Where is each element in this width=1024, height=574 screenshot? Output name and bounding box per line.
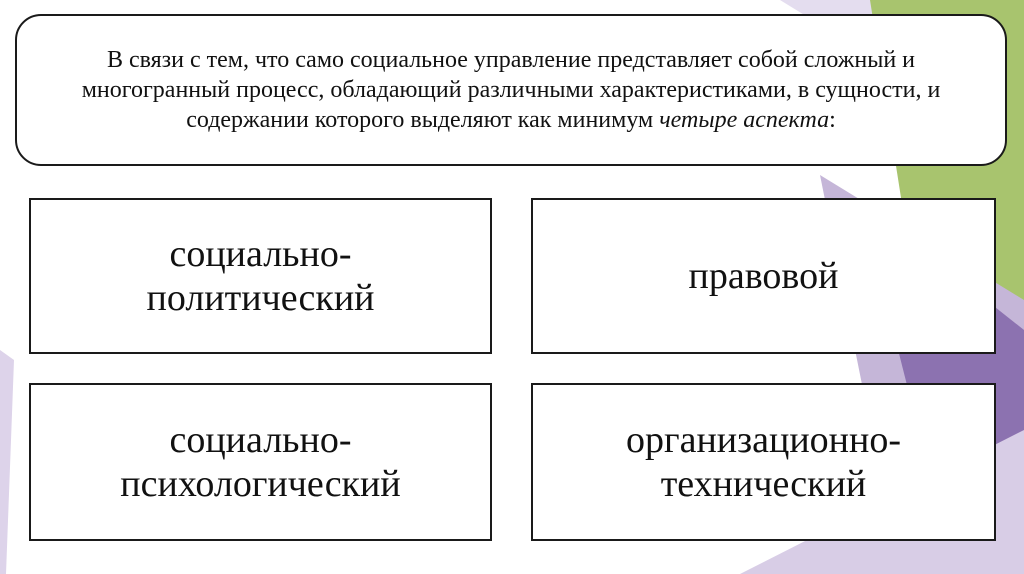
intro-emphasis: четыре аспекта [659, 107, 830, 133]
intro-text-before: В связи с тем, что само социальное управление представляет собой сложный и многогранный процесс, обладающий различными характеристиками, в сущности, и содержании которого выделяют как минимум [81, 47, 941, 133]
intro-callout [15, 14, 1007, 166]
aspect-label-socio-political: социально- политический [146, 233, 375, 319]
intro-text-after: : [829, 107, 836, 133]
aspect-label-legal: правовой [688, 255, 839, 297]
intro-text [47, 45, 975, 135]
aspect-box-organizational-technical [531, 383, 996, 541]
aspect-box-legal [531, 198, 996, 354]
aspect-label-organizational-technical: организационно- технический [626, 419, 901, 505]
aspect-label-socio-psychological: социально- психологический [120, 419, 401, 505]
aspect-box-socio-political [29, 198, 492, 354]
aspect-box-socio-psychological [29, 383, 492, 541]
deco-shape-left-lilac [0, 350, 14, 574]
